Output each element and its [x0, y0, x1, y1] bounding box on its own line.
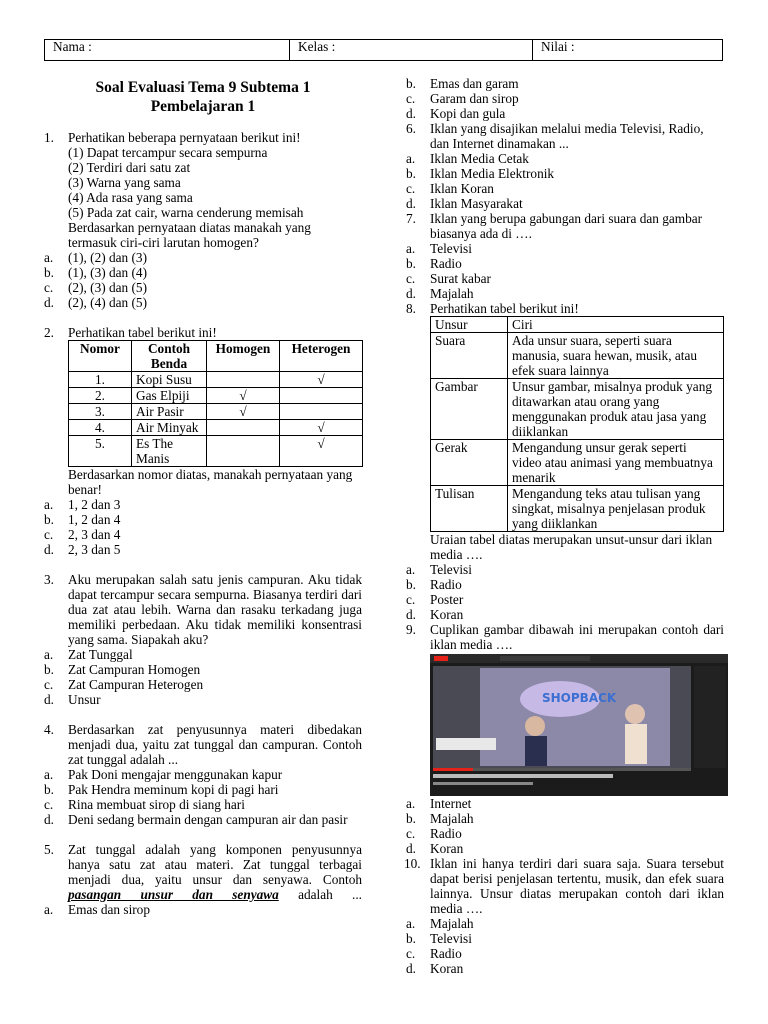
- option[interactable]: a. Majalah: [406, 916, 474, 931]
- video-ad-illustration: [430, 654, 728, 796]
- option[interactable]: c. Rina membuat sirop di siang hari: [44, 797, 245, 812]
- option[interactable]: b. Televisi: [406, 931, 472, 946]
- option[interactable]: a. Zat Tunggal: [44, 647, 133, 662]
- question-1-options: [44, 250, 362, 310]
- search-bar: [500, 656, 590, 661]
- nama-field[interactable]: Nama :: [45, 40, 290, 60]
- table-row: Gambar Unsur gambar, misalnya produk yang ditawarkan atau orang yang menggunakan produk atau jasa yang diiklankan: [431, 379, 724, 440]
- option[interactable]: a. Televisi: [406, 562, 472, 577]
- option[interactable]: d. Deni sedang bermain dengan campuran air dan pasir: [44, 812, 348, 827]
- youtube-logo-icon: [434, 656, 448, 661]
- question-10-options: [406, 916, 724, 976]
- option[interactable]: d. (2), (4) dan (5): [44, 295, 148, 310]
- right-column: [406, 76, 724, 976]
- statement: (1) Dapat tercampur secara sempurna: [68, 145, 268, 160]
- ad-elements-table: Unsur Ciri Suara Ada unsur suara, seperti suara manusia, suara hewan, musik, atau efek suara lainnya Gambar Unsur gambar, misalnya produk yang ditawarkan atau orang yang menggunakan produk atau jasa yang diiklankan Gerak Mengandung unsur gerak seperti video atau animasi yang membuatnya menarik Tulisan Mengandung teks atau tulisan yang singkat, misalnya penjelasan produk yang diiklankan: [430, 316, 724, 532]
- question-8: 8. Perhatikan tabel berikut ini! Unsur Ciri Suara Ada unsur suara, seperti suara manusia, suara hewan, musik, atau efek suara lainnya Gambar Unsur gambar, misalnya produk yang ditawarkan atau orang yang menggunakan produk atau jasa yang diiklankan Gerak Mengandung unsur gerak seperti video atau animasi yang membuatnya menarik Tulisan Mengandung teks atau tulisan yang singkat, misalnya penjelasan produk yang diiklankan Uraian tabel diatas merupakan unsut-unsur dari iklan media ….: [406, 301, 724, 562]
- option[interactable]: b. Zat Campuran Homogen: [44, 662, 201, 677]
- question-4-options: [44, 767, 362, 827]
- table-row: Suara Ada unsur suara, seperti suara manusia, suara hewan, musik, atau efek suara lainnya: [431, 333, 724, 379]
- option[interactable]: d. 2, 3 dan 5: [44, 542, 121, 557]
- question-9-options: [406, 796, 724, 856]
- option[interactable]: a. (1), (2) dan (3): [44, 250, 148, 265]
- question-2-options: [44, 497, 362, 557]
- option[interactable]: a. Internet: [406, 796, 472, 811]
- option[interactable]: a. Emas dan sirop: [44, 902, 150, 917]
- question-8-options: [406, 562, 724, 622]
- option[interactable]: b. Pak Hendra meminum kopi di pagi hari: [44, 782, 279, 797]
- option[interactable]: b. Radio: [406, 256, 462, 271]
- statement: (5) Pada zat cair, warna cenderung memisah: [68, 205, 304, 220]
- option[interactable]: b. Emas dan garam: [406, 76, 519, 91]
- option[interactable]: c. Surat kabar: [406, 271, 491, 286]
- option[interactable]: a. Pak Doni mengajar menggunakan kapur: [44, 767, 283, 782]
- video-ad-screenshot: [430, 654, 728, 796]
- option[interactable]: a. 1, 2 dan 3: [44, 497, 121, 512]
- svg-text:SHOPBACK: SHOPBACK: [542, 691, 617, 705]
- option[interactable]: b. Majalah: [406, 811, 474, 826]
- table-row: 5. Es The Manis √: [69, 436, 363, 467]
- question-5: 5. Zat tunggal adalah yang komponen penyusunnya hanya satu zat atau materi. Zat tunggal terbagai menjadi dua, yaitu unsur dan senyawa. Contoh pasangan unsur dan senyawa adalah ...: [44, 842, 362, 902]
- table-row: 2. Gas Elpiji √: [69, 388, 363, 404]
- option[interactable]: c. Radio: [406, 946, 462, 961]
- question-1-question: Berdasarkan pernyataan diatas manakah yang termasuk ciri-ciri larutan homogen?: [68, 220, 311, 250]
- option[interactable]: d. Iklan Masyarakat: [406, 196, 523, 211]
- question-2: 2. Perhatikan tabel berikut ini! Nomor Contoh Benda Homogen Heterogen 1. Kopi Susu √ 2. Gas Elpiji √ 3. Air Pasir √ 4. Air Minyak √ 5. Es The Manis √ Berdasarkan nomor diatas, manakah pernyataan yang benar!: [44, 325, 362, 497]
- question-10: 10. Iklan ini hanya terdiri dari suara saja. Suara tersebut dapat berisi penjelasan tertentu, musik, dan efek suara lainnya. Unsur diatas merupakan contoh dari iklan media ….: [404, 856, 724, 916]
- option[interactable]: a. Iklan Media Cetak: [406, 151, 529, 166]
- option[interactable]: c. Iklan Koran: [406, 181, 494, 196]
- mixture-table: Nomor Contoh Benda Homogen Heterogen 1. Kopi Susu √ 2. Gas Elpiji √ 3. Air Pasir √ 4. Air Minyak √ 5. Es The Manis √: [68, 340, 363, 467]
- page-title: Soal Evaluasi Tema 9 Subtema 1 Pembelajaran 1: [95, 79, 311, 115]
- emphasized-phrase: pasangan unsur dan senyawa: [68, 887, 279, 902]
- question-3-options: [44, 647, 362, 707]
- option[interactable]: d. Unsur: [44, 692, 101, 707]
- question-9: 9. Cuplikan gambar dibawah ini merupakan contoh dari iklan media …. SHOPBACK: [406, 622, 724, 796]
- option[interactable]: c. Zat Campuran Heterogen: [44, 677, 204, 692]
- option[interactable]: c. Poster: [406, 592, 464, 607]
- question-1: 1. Perhatikan beberapa pernyataan berikut ini! (1) Dapat tercampur secara sempurna (2) Terdiri dari satu zat (3) Warna yang sama (4) Ada rasa yang sama (5) Pada zat cair, warna cenderung memisah Berdasarkan pernyataan diatas manakah yang termasuk ciri-ciri larutan homogen?: [44, 130, 362, 250]
- option[interactable]: d. Koran: [406, 961, 464, 976]
- option[interactable]: c. 2, 3 dan 4: [44, 527, 121, 542]
- option[interactable]: d. Majalah: [406, 286, 474, 301]
- question-6-options: [406, 151, 724, 211]
- option[interactable]: b. Iklan Media Elektronik: [406, 166, 555, 181]
- table-row: 4. Air Minyak √: [69, 420, 363, 436]
- option[interactable]: a. Televisi: [406, 241, 472, 256]
- option[interactable]: d. Koran: [406, 841, 464, 856]
- option[interactable]: c. Radio: [406, 826, 462, 841]
- option[interactable]: d. Koran: [406, 607, 464, 622]
- question-4: 4. Berdasarkan zat penyusunnya materi dibedakan menjadi dua, yaitu zat tunggal dan campuran. Contoh zat tunggal adalah ...: [44, 722, 362, 767]
- table-row: 1. Kopi Susu √: [69, 372, 363, 388]
- table-row: Gerak Mengandung unsur gerak seperti video atau animasi yang membuatnya menarik: [431, 440, 724, 486]
- statement: (2) Terdiri dari satu zat: [68, 160, 191, 175]
- question-5-options-part1: [44, 902, 362, 917]
- left-column: [44, 78, 362, 917]
- progress-bar: [433, 768, 473, 771]
- statement: (4) Ada rasa yang sama: [68, 190, 193, 205]
- question-1-stem: Perhatikan beberapa pernyataan berikut ini!: [68, 130, 301, 145]
- statement: (3) Warna yang sama: [68, 175, 181, 190]
- kelas-field[interactable]: Kelas :: [290, 40, 533, 60]
- question-7: 7. Iklan yang berupa gabungan dari suara dan gambar biasanya ada di ….: [406, 211, 703, 241]
- channel-card: [436, 738, 496, 750]
- option[interactable]: c. Garam dan sirop: [406, 91, 519, 106]
- table-row: 3. Air Pasir √: [69, 404, 363, 420]
- option[interactable]: b. Radio: [406, 577, 462, 592]
- option[interactable]: b. (1), (3) dan (4): [44, 265, 148, 280]
- option[interactable]: b. 1, 2 dan 4: [44, 512, 121, 527]
- option[interactable]: d. Kopi dan gula: [406, 106, 506, 121]
- student-info-row: [44, 39, 723, 61]
- question-3: 3. Aku merupakan salah satu jenis campuran. Aku tidak dapat tercampur secara sempurna. Biasanya terdiri dari dua zat atau lebih. Warna dan rasaku terkadang juga memiliki perbedaan. Aku tidak memiliki konsentrasi yang sama. Siapakah aku?: [44, 572, 362, 647]
- table-row: Tulisan Mengandung teks atau tulisan yang singkat, misalnya penjelasan produk yang diiklankan: [431, 486, 724, 532]
- question-5-options-part2: [406, 76, 724, 121]
- question-6: 6. Iklan yang disajikan melalui media Televisi, Radio, dan Internet dinamakan ...: [406, 121, 704, 151]
- option[interactable]: c. (2), (3) dan (5): [44, 280, 148, 295]
- question-7-options: [406, 241, 724, 301]
- nilai-field[interactable]: Nilai :: [541, 39, 575, 54]
